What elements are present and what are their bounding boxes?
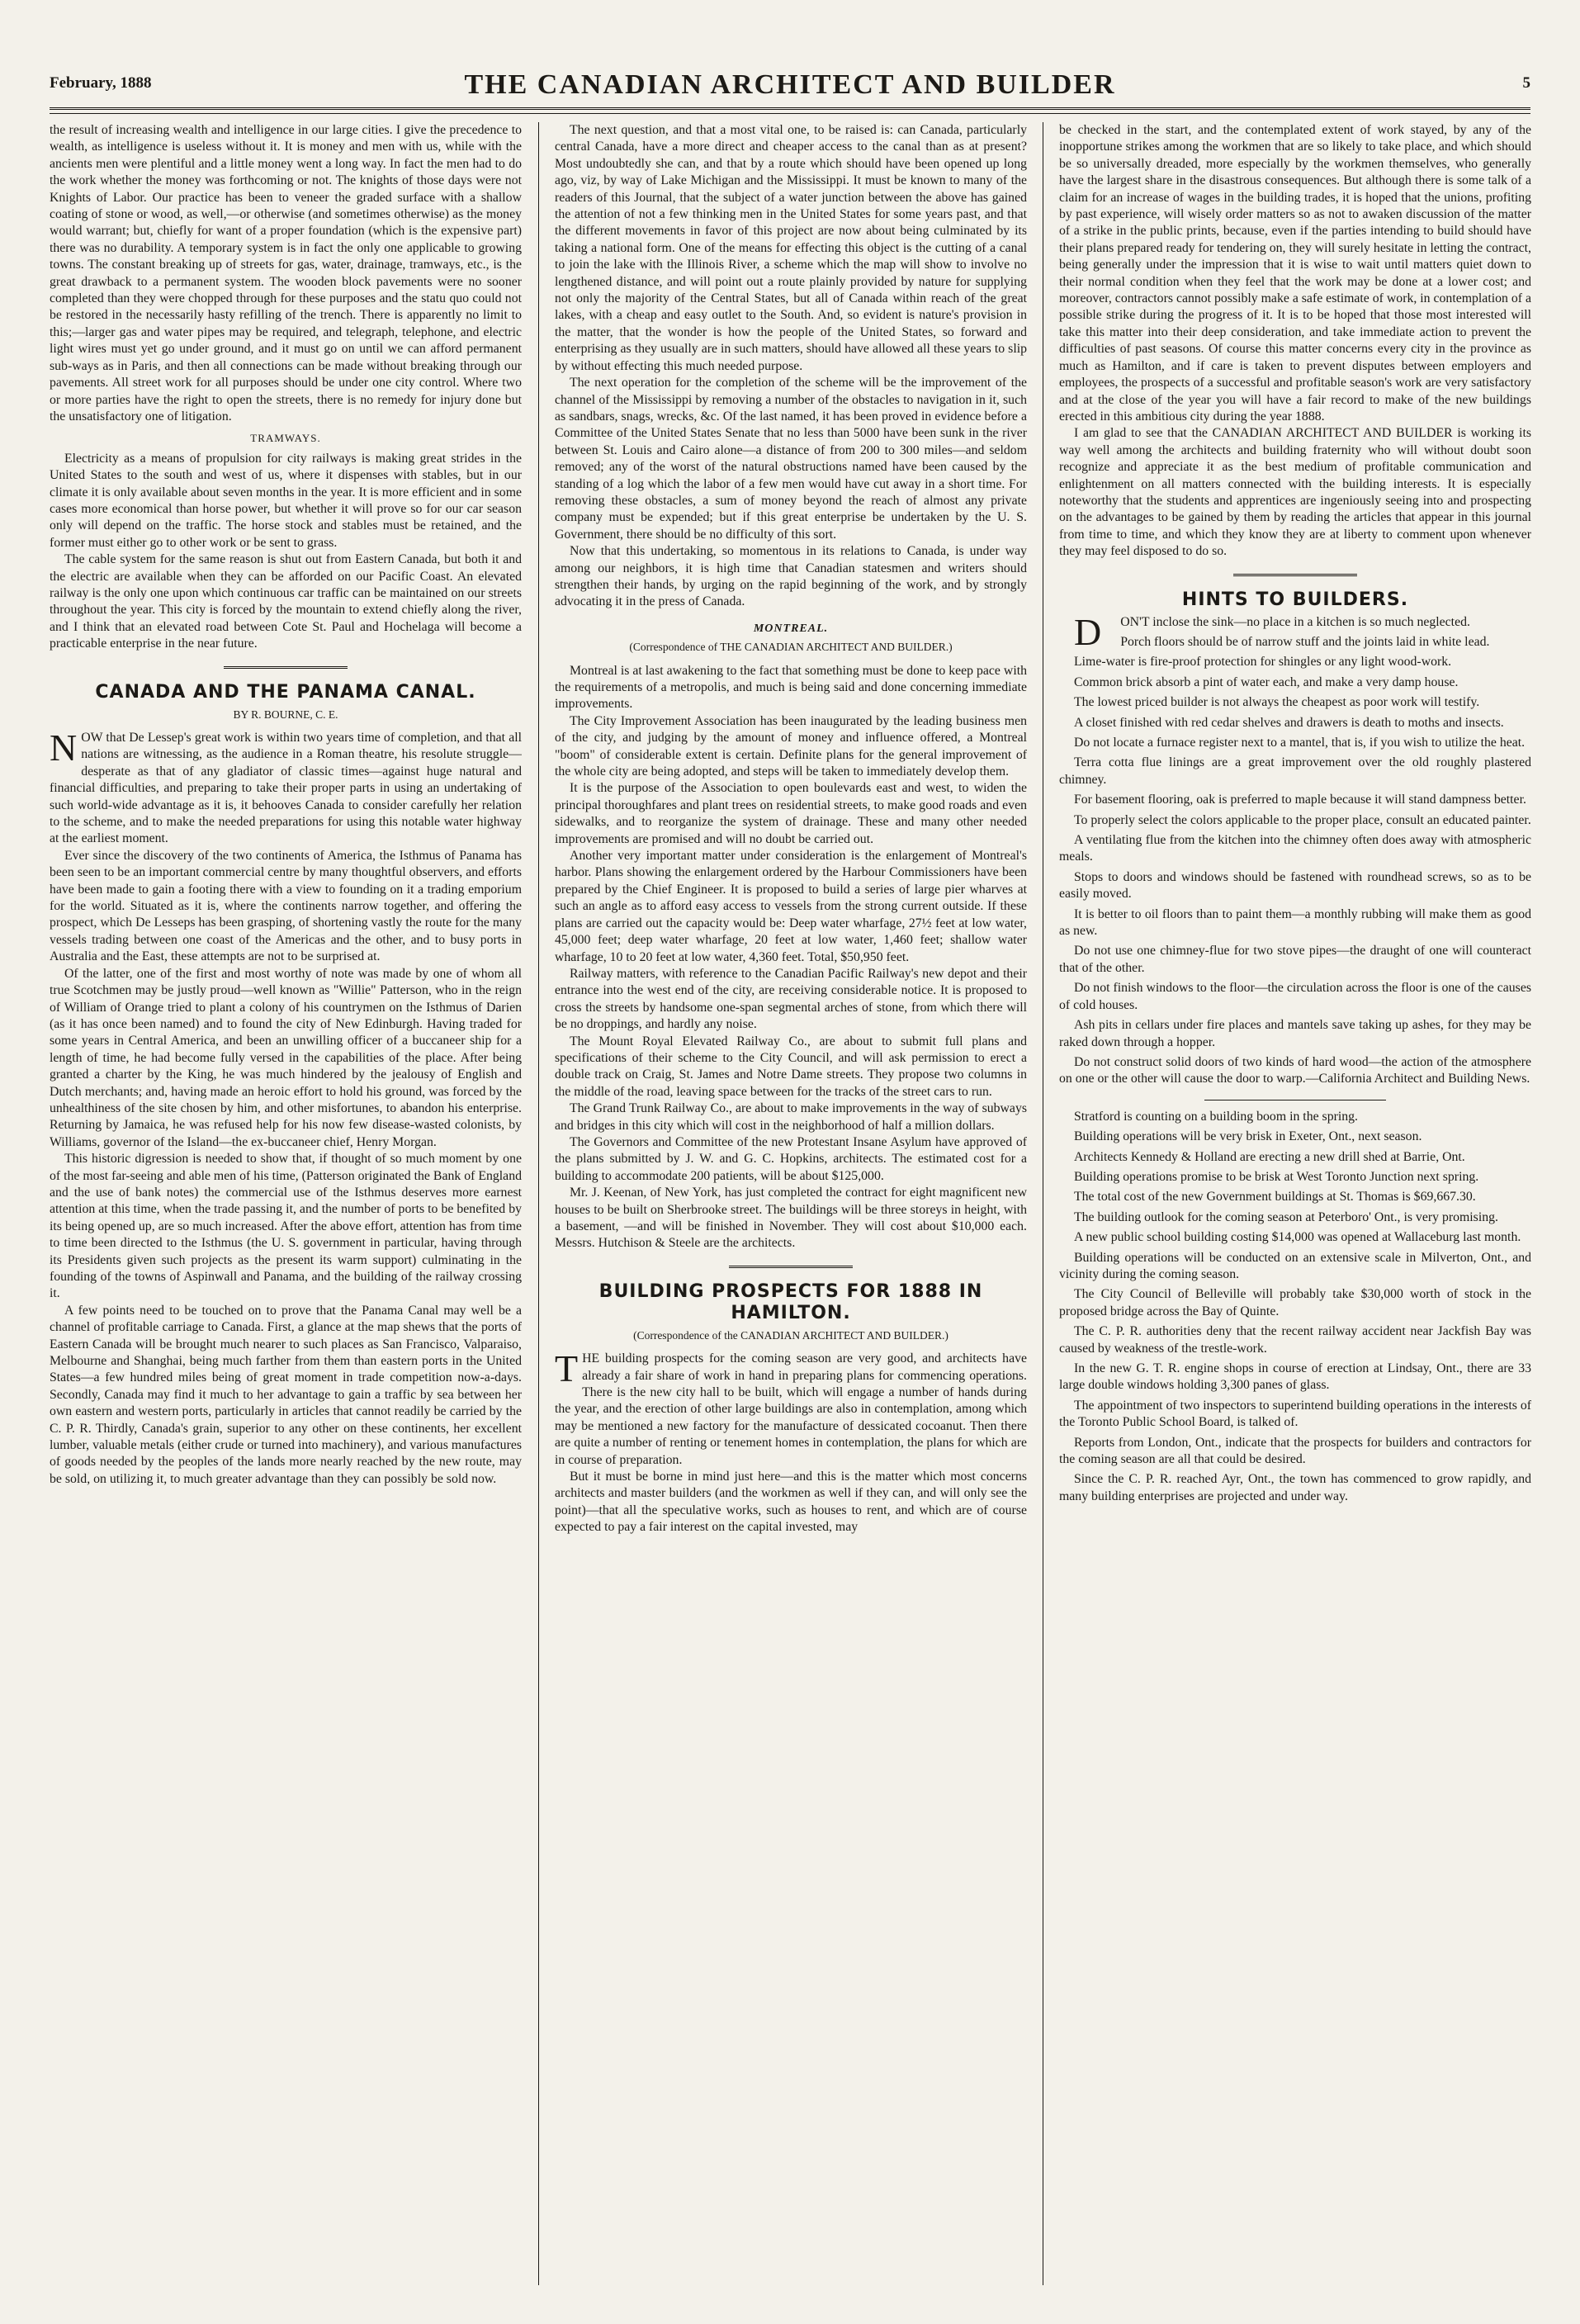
- masthead-rule: [50, 107, 1530, 114]
- article-paragraph: The Mount Royal Elevated Railway Co., are about to submit full plans and specifications of their scheme to the City Council, and will ask permission to erect a double track on Craig, St. James and Notre Dame streets. They propose two columns in the middle of the road, leaving space between for the tracks of the street cars to run.: [555, 1034, 1027, 1099]
- article-paragraph: But it must be borne in mind just here—and this is the matter which most concerns architects and master builders (and the workmen as well if they can, and will only see the point)—that all the speculative works, such as houses to rent, and which are of course expected to pay a fair interest on the capital invested, may: [555, 1470, 1027, 1535]
- article-headline: BUILDING PROSPECTS FOR 1888 IN HAMILTON.: [598, 1280, 983, 1323]
- article-paragraph: Railway matters, with reference to the Canadian Pacific Railway's new depot and their entrance into the west end of the city, are receiving considerable notice. It is proposed to cross the streets by handsome one-span segmental arches of stone, from which there will be no droppings, and hardly any noise.: [555, 966, 1027, 1032]
- article-paragraph: NOW that De Lessep's great work is within two years time of completion, and that all nations are witnessing, as the audience in a Roman theatre, his resolute struggle—desperate as that of any gladiator of classic times—against huge natural and financial difficulties, and preparing to take their proper parts in using an undertaking of such world-wide advantage as it is, it behooves Canada to consider carefully her relation to the scheme, and to make the needed preparations for using this notable water highway at the earliest moment.: [50, 727, 522, 846]
- article-paragraph: THE building prospects for the coming season are very good, and architects have already a fair share of work in hand in preparing plans for commencing operations. There is the new city hall to be built, which will engage a number of hands during the year, and the erection of other large buildings are also in contemplation, among which may be mentioned a new factory for the manufacture of dessicated cocoanut. Then there are quite a number of renting or tenement homes in contemplation, the plans for which are in course of preparation.: [555, 1347, 1027, 1467]
- hint-item: Terra cotta flue linings are a great improvement over the old roughly plastered chimney.: [1059, 755, 1531, 787]
- article-paragraph: I am glad to see that the CANADIAN ARCHITECT AND BUILDER is working its way well among the architects and building fraternity who will without doubt soon recognize and appreciate it as the best medium of profitable communication and enlightenment on all matters connected with the building interests. It is especially noteworthy that the students and apprentices are ingeniously seeing into and prospecting on the advantages to be gained by them by reading the articles that appear in this journal from time to time, and which they know they are at liberty to comment upon whenever they may feel disposed to do so.: [1059, 426, 1531, 559]
- article-paragraph: It is the purpose of the Association to open boulevards east and west, to widen the principal thoroughfares and plant trees on residential streets, to make good roads and even sidewalks, and to reorganize the system of drainage. These and many other needed improvements are promised and will no doubt be carried out.: [555, 781, 1027, 846]
- correspondence-note: (Correspondence of the CANADIAN ARCHITECT AND BUILDER.): [633, 1328, 948, 1342]
- article-paragraph: Of the latter, one of the first and most worthy of note was made by one of whom all true Scotchmen may be justly proud—well known as "Willie" Patterson, who in the reign of William of Orange tried to plant a colony of his countrymen on the Isthmus of Darien (as it has once been named) and to found the city of New Edinburgh. Having traded for some years in Central America, and been an unwilling officer of a buccaneer ship for a length of time, he had become fully versed in the capabilities of the place. After being granted a charter by the King, he was much hindered by the jealousy of English and Dutch merchants; and, having made an heroic effort to hold his ground, was forced by the unhealthiness of the site chosen by him, and other misfortunes, to abandon his enterprise. Returning by Jamaica, he was refused help for his now few disease-wasted colonists, by Williams, governor of the Island—the ex-buccaneer chief, Henry Morgan.: [50, 966, 522, 1149]
- section-separator: [1233, 574, 1357, 578]
- article-paragraph: Now that this undertaking, so momentous in its relations to Canada, is under way among our neighbors, it is high time that Canadian statesmen and writers should strengthen their hands, by urging on the rapid beginning of the work, and by strongly advocating it in the press of Canada.: [555, 544, 1027, 609]
- masthead: [50, 69, 1530, 102]
- article-paragraph: Mr. J. Keenan, of New York, has just completed the contract for eight magnificent new houses to be built on Sherbrooke street. The buildings will be three storeys in height, with a basement, —and will be finished in November. They will cost about $10,000 each. Messrs. Hutchison & Steele are the architects.: [555, 1186, 1027, 1251]
- news-item: The appointment of two inspectors to superintend building operations in the interests of the Toronto Public School Board, is talked of.: [1059, 1398, 1531, 1430]
- hint-item: Ash pits in cellars under fire places and mantels save taking up ashes, for they may be raked down through a hopper.: [1059, 1018, 1531, 1049]
- section-subhead: TRAMWAYS.: [250, 432, 321, 445]
- hint-item: A closet finished with red cedar shelves and drawers is death to moths and insects.: [1074, 715, 1504, 730]
- news-item: Building operations will be conducted on an extensive scale in Milverton, Ont., and vicinity during the coming season.: [1059, 1250, 1531, 1281]
- column-3: [1059, 122, 1531, 2285]
- hint-item: Do not finish windows to the floor—the circulation across the floor is one of the causes of cold houses.: [1059, 981, 1531, 1012]
- hint-item: Porch floors should be of narrow stuff and the joints laid in white lead.: [1120, 634, 1490, 649]
- hint-item: Do not locate a furnace register next to a mantel, that is, if you wish to utilize the heat.: [1074, 736, 1526, 750]
- news-item: Since the C. P. R. reached Ayr, Ont., the town has commenced to grow rapidly, and many building enterprises are projected and under way.: [1059, 1472, 1531, 1503]
- article-paragraph: This historic digression is needed to show that, if thought of so much moment by one of the most far-seeing and able men of his time, (Patterson originated the Bank of England and the use of bank notes) the commercial use of the Isthmus deserves more earnest attention at this time, when the trade passing it, and the number of ports to be benefited by its being opened up, are so much increased. After the above effort, attention has from time to time been directed to the Isthmus (the U. S. government in particular, having through its Presidents given such projects as the present its warm support) culminating in the founding of the towns of Aspinwall and Panama, and the building of the railway crossing it.: [50, 1152, 522, 1301]
- section-separator: [729, 1266, 853, 1270]
- news-item: Building operations will be very brisk in Exeter, Ont., next season.: [1074, 1129, 1422, 1144]
- article-paragraph: The Grand Trunk Railway Co., are about to make improvements in the way of subways and bridges in this city which will cost in the neighborhood of half a million dollars.: [555, 1101, 1027, 1133]
- hint-item: Stops to doors and windows should be fastened with roundhead screws, so as to be easily moved.: [1059, 869, 1531, 902]
- hint-item: Do not use one chimney-flue for two stove pipes—the draught of one will counteract that of the other.: [1059, 944, 1531, 975]
- drop-cap: T: [555, 1347, 579, 1390]
- column-divider: [538, 122, 539, 2285]
- article-paragraph: The next operation for the completion of the scheme will be the improvement of the channel of the Mississippi by removing a number of the obstacles to navigation in it, such as sandbars, snags, wrecks, &c. Of the last named, it has been proved in evidence before a Committee of the United States Senate that no less than 5000 have been sunk in the river between St. Louis and Cairo alone—a distance of from 200 to 300 miles—and seldom removed; any of the worst of the natural obstructions named have been caused by the standing of a log which the labor of a few men would have cut away in a short time. For removing these obstacles, a sum of money beyond the reach of almost any private company must be expended; but if this great enterprise be undertaken by the U. S. Government, there should be no difficulty of this sort.: [555, 376, 1027, 542]
- article-paragraph: Ever since the discovery of the two continents of America, the Isthmus of Panama has been seen to be an important commercial centre by many thoughtful observers, and efforts have been made to gain a footing there with a view to founding on it a trading emporium for the world. Situated as it is, where the continents narrow together, and offering the prospect, which De Lesseps has been grasping, of shortening vastly the route for the many vessels trading between one coast of the Americas and the other, and to busy ports in Australia and the East, these attempts are not to be surprised at.: [50, 848, 522, 964]
- drop-cap: N: [50, 727, 78, 769]
- news-item: Architects Kennedy & Holland are erecting a new drill shed at Barrie, Ont.: [1074, 1149, 1465, 1164]
- article-headline: CANADA AND THE PANAMA CANAL.: [95, 681, 476, 703]
- news-item: The C. P. R. authorities deny that the recent railway accident near Jackfish Bay was caused by weakness of the trestle-work.: [1059, 1324, 1531, 1356]
- article-paragraph: Another very important matter under consideration is the enlargement of Montreal's harbor. Plans showing the enlargement ordered by the Harbour Commissioners have been prepared by the Chief Engineer. It is proposed to build a series of large pier wharves at such an angle as to afford easy access to vessels from the strong current outside. If these plans are carried out the capacity would be: Deep water wharfage, 27½ feet at low water, 45,000 feet; deep water wharfage, 20 feet at low water, 1,460 feet; shallow water wharfage, 10 to 20 feet at low water, 4,360 feet. Total, $50,950 feet.: [555, 849, 1027, 964]
- column-1: [50, 122, 522, 2285]
- news-item: The City Council of Belleville will probably take $30,000 worth of stock in the proposed bridge across the Bay of Quinte.: [1059, 1287, 1531, 1318]
- news-item: Building operations promise to be brisk at West Toronto Junction next spring.: [1074, 1169, 1479, 1184]
- article-paragraph: A few points need to be touched on to prove that the Panama Canal may well be a channel of profitable carriage to Canada. First, a glance at the map shews that the ports of Eastern Canada will be brought much nearer to such places as San Francisco, Valparaiso, Melbourne and Shanghai, being much farther from them than eastern ports in the United States—a few hundred miles being of great moment in trade competition now-a-days. Secondly, Canada may find it much to her advantage to gain a traffic by sea between her own eastern and western ports, particularly in articles that cannot readily be carried by the C. P. R. Thirdly, Canada's grain, superior to any other on these continents, her excellent lumber, valuable metals (either crude or turned into machinery), and various manufactures of goods needed by the peoples of the lands more nearly reached by the new route, may be sold, on utilizing it, to much greater advantage than they can possibly be sold now.: [50, 1303, 522, 1486]
- hint-item: D ON'T inclose the sink—no place in a kitchen is so much neglected.: [1059, 614, 1531, 631]
- article-paragraph: The City Improvement Association has been inaugurated by the leading business men of the city, and judging by the amount of money and influence offered, a Montreal "boom" of considerable extent is certain. Definite plans for the general improvement of the whole city are being adopted, and steps will be taken to immediately develop them.: [555, 713, 1027, 779]
- article-paragraph: be checked in the start, and the contemplated extent of work stayed, by any of the inopportune strikes among the workmen that are so likely to take place, and which should be so universally dreaded, more especially by the workmen themselves, who generally have the largest share in the disastrous consequences. But although there is some talk of a claim for an increase of wages in the building trades, it is hoped that the unions, profiting by past experience, will wisely order matters so as not to awaken discussion of the matter of a strike in the public prints, because, even if the parties intending to build should have their plans prepared ready for tendering on, they will surely hesitate in letting the contract, being generally under the impression that it is wise to wait until matters quiet down to their normal condition when they feel that the work may be done at a lower cost; and moreover, contractors cannot possibly make a safe estimate of work, in contemplation of a possible strike during the progress of it. It is to be hoped that those most interested will take this matter into their deep consideration, and take immediate action to prevent the difficulties of past seasons. Of course this matter concerns every city in the province as much as Hamilton, and if care is taken to prevent disputes between employers and employees, the prospects of a successful and profitable season's work are very satisfactory and at the close of the year you will have a fair record to make of the new buildings erected in this ambitious city during the year 1888.: [1059, 123, 1531, 424]
- article-paragraph: the result of increasing wealth and intelligence in our large cities. I give the precedence to wealth, as intelligence is useless without it. It is money and men with us, while with the ancients men were plentiful and a little money went a long way. In fact the men had to do the work whether the money was forthcoming or not. The knights of those days were not Knights of Labor. Our practice has been to veneer the graded surface with a shallow coating of stone or wood, as well,—or otherwise (and sometimes otherwise) as the money would warrant; but, chiefly for want of a proper foundation (which is the expensive part) there was no durability. A temporary system is in fact the only one applicable to growing towns. The constant breaking up of streets for gas, water, drainage, tramways, etc., is the great drawback to a permanent system. The wooden block pavements were no sooner completed than they were chopped through for these purposes and the statu quo could not be restored in the necessarily hasty refilling of the trench. There is apparently no limit to this;—larger gas and water pipes may be required, and telegraph, telephone, and electric light wires must yet go under ground, and it must go on until we can afford permanent sub-ways as in Paris, and then all connections can be made without breaking through our pavements. All street work for all purposes should be under one city control. Where two or more parties have the right to open the streets, there is no remedy for injury done but the unsatisfactory one of litigation.: [50, 123, 522, 424]
- hint-item: Common brick absorb a pint of water each, and make a very damp house.: [1074, 674, 1459, 689]
- hint-item: Lime-water is fire-proof protection for shingles or any light wood-work.: [1074, 655, 1452, 670]
- hint-item: A ventilating flue from the kitchen into the chimney often does away with atmospheric meals.: [1059, 833, 1531, 864]
- news-briefs: [1059, 1109, 1531, 1506]
- column-2: [555, 122, 1027, 2285]
- hint-item: For basement flooring, oak is preferred to maple because it will stand dampness better.: [1074, 793, 1526, 807]
- hint-item: To properly select the colors applicable to the proper place, consult an educated painter.: [1074, 812, 1531, 827]
- section-separator: [224, 666, 348, 670]
- article-paragraph: The next question, and that a most vital one, to be raised is: can Canada, particularly central Canada, have a more direct and cheaper access to the canal than as at present? Most undoubtedly she can, and that by a route which should have been opened up long ago, viz, by way of Lake Michigan and the Mississippi. It must be known to many of the readers of this Journal, that the subject of a water junction between the above has gained the attention of not a few thinking men in the United States for some years past, and that the different movements in favor of this project are now about being culminated by its taking a national form. One of the means for effecting this object is the cutting of a canal to join the lake with the Illinois River, a scheme which the map will show to involve no lengthened distance, and will point out a route plainly provided by nature for supplying not only the majority of the Central States, but all of Canada within reach of the great lakes, with a cheap and easy outlet to the South. And, so evident is nature's provision in the matter, that the wonder is how the people of the United States, so forward and enterprising as they usually are in such matters, should have allowed all these years to slip by without effecting this much needed purpose.: [555, 123, 1027, 373]
- article-headline: HINTS TO BUILDERS.: [1181, 589, 1409, 610]
- hint-item: It is better to oil floors than to paint them—a monthly rubbing will make them as good as new.: [1059, 906, 1531, 939]
- article-byline: BY R. BOURNE, C. E.: [233, 708, 338, 721]
- news-item: A new public school building costing $14,000 was opened at Wallaceburg last month.: [1074, 1230, 1521, 1245]
- article-paragraph: The cable system for the same reason is shut out from Eastern Canada, but both it and the electric are available when they can be afforded on our Pacific Coast. An elevated railway is the only one upon which continuous car traffic can be maintained on our streets throughout the year. This city is forced by the mountain to extend chiefly along the river, and I think that an elevated road between Cote St. Paul and Hochelaga will become a practicable enterprise in the near future.: [50, 552, 522, 651]
- hint-item: The lowest priced builder is not always the cheapest as poor work will testify.: [1074, 695, 1480, 710]
- article-paragraph: The Governors and Committee of the new Protestant Insane Asylum have approved of the plans submitted by J. W. and G. C. Hopkins, architects. The estimated cost for a building to accommodate 200 patients, will be about $125,000.: [555, 1134, 1027, 1183]
- page-number: 5: [1522, 74, 1530, 92]
- news-item: In the new G. T. R. engine shops in course of erection at Lindsay, Ont., there are 33 large double windows holding 3,300 panes of glass.: [1059, 1361, 1531, 1393]
- article-paragraph: Electricity as a means of propulsion for city railways is making great strides in the United States to the south and west of us, where it dispenses with stables, but in our climate it is only available about seven months in the year. It is more efficient and in some cases more economical than horse power, but whether it will prove so for our car season only will depend on the traffic. The horse stock and stables must be retained, and the former must either go to other work or be sent to grass.: [50, 451, 522, 550]
- article-paragraph: Montreal is at last awakening to the fact that something must be done to keep pace with the requirements of a metropolis, and much is being said and done concerning immediate improvements.: [555, 663, 1027, 712]
- publication-title: THE CANADIAN ARCHITECT AND BUILDER: [464, 69, 1116, 100]
- hints-list: [1059, 610, 1531, 1088]
- news-item: The total cost of the new Government buildings at St. Thomas is $69,667.30.: [1074, 1190, 1476, 1205]
- news-item: Reports from London, Ont., indicate that the prospects for builders and contractors for the coming season are all that could be desired.: [1059, 1435, 1531, 1467]
- news-item: Stratford is counting on a building boom in the spring.: [1074, 1109, 1358, 1124]
- hint-item: Do not construct solid doors of two kinds of hard wood—the action of the atmosphere on one or the other will cause the door to warp.—California Architect and Building News.: [1059, 1054, 1531, 1086]
- drop-cap: D: [1074, 610, 1102, 653]
- news-item: The building outlook for the coming season at Peterboro' Ont., is very promising.: [1074, 1209, 1498, 1224]
- correspondence-note: (Correspondence of THE CANADIAN ARCHITECT AND BUILDER.): [629, 641, 953, 654]
- issue-date: February, 1888: [50, 74, 152, 92]
- section-headline: MONTREAL.: [753, 622, 829, 635]
